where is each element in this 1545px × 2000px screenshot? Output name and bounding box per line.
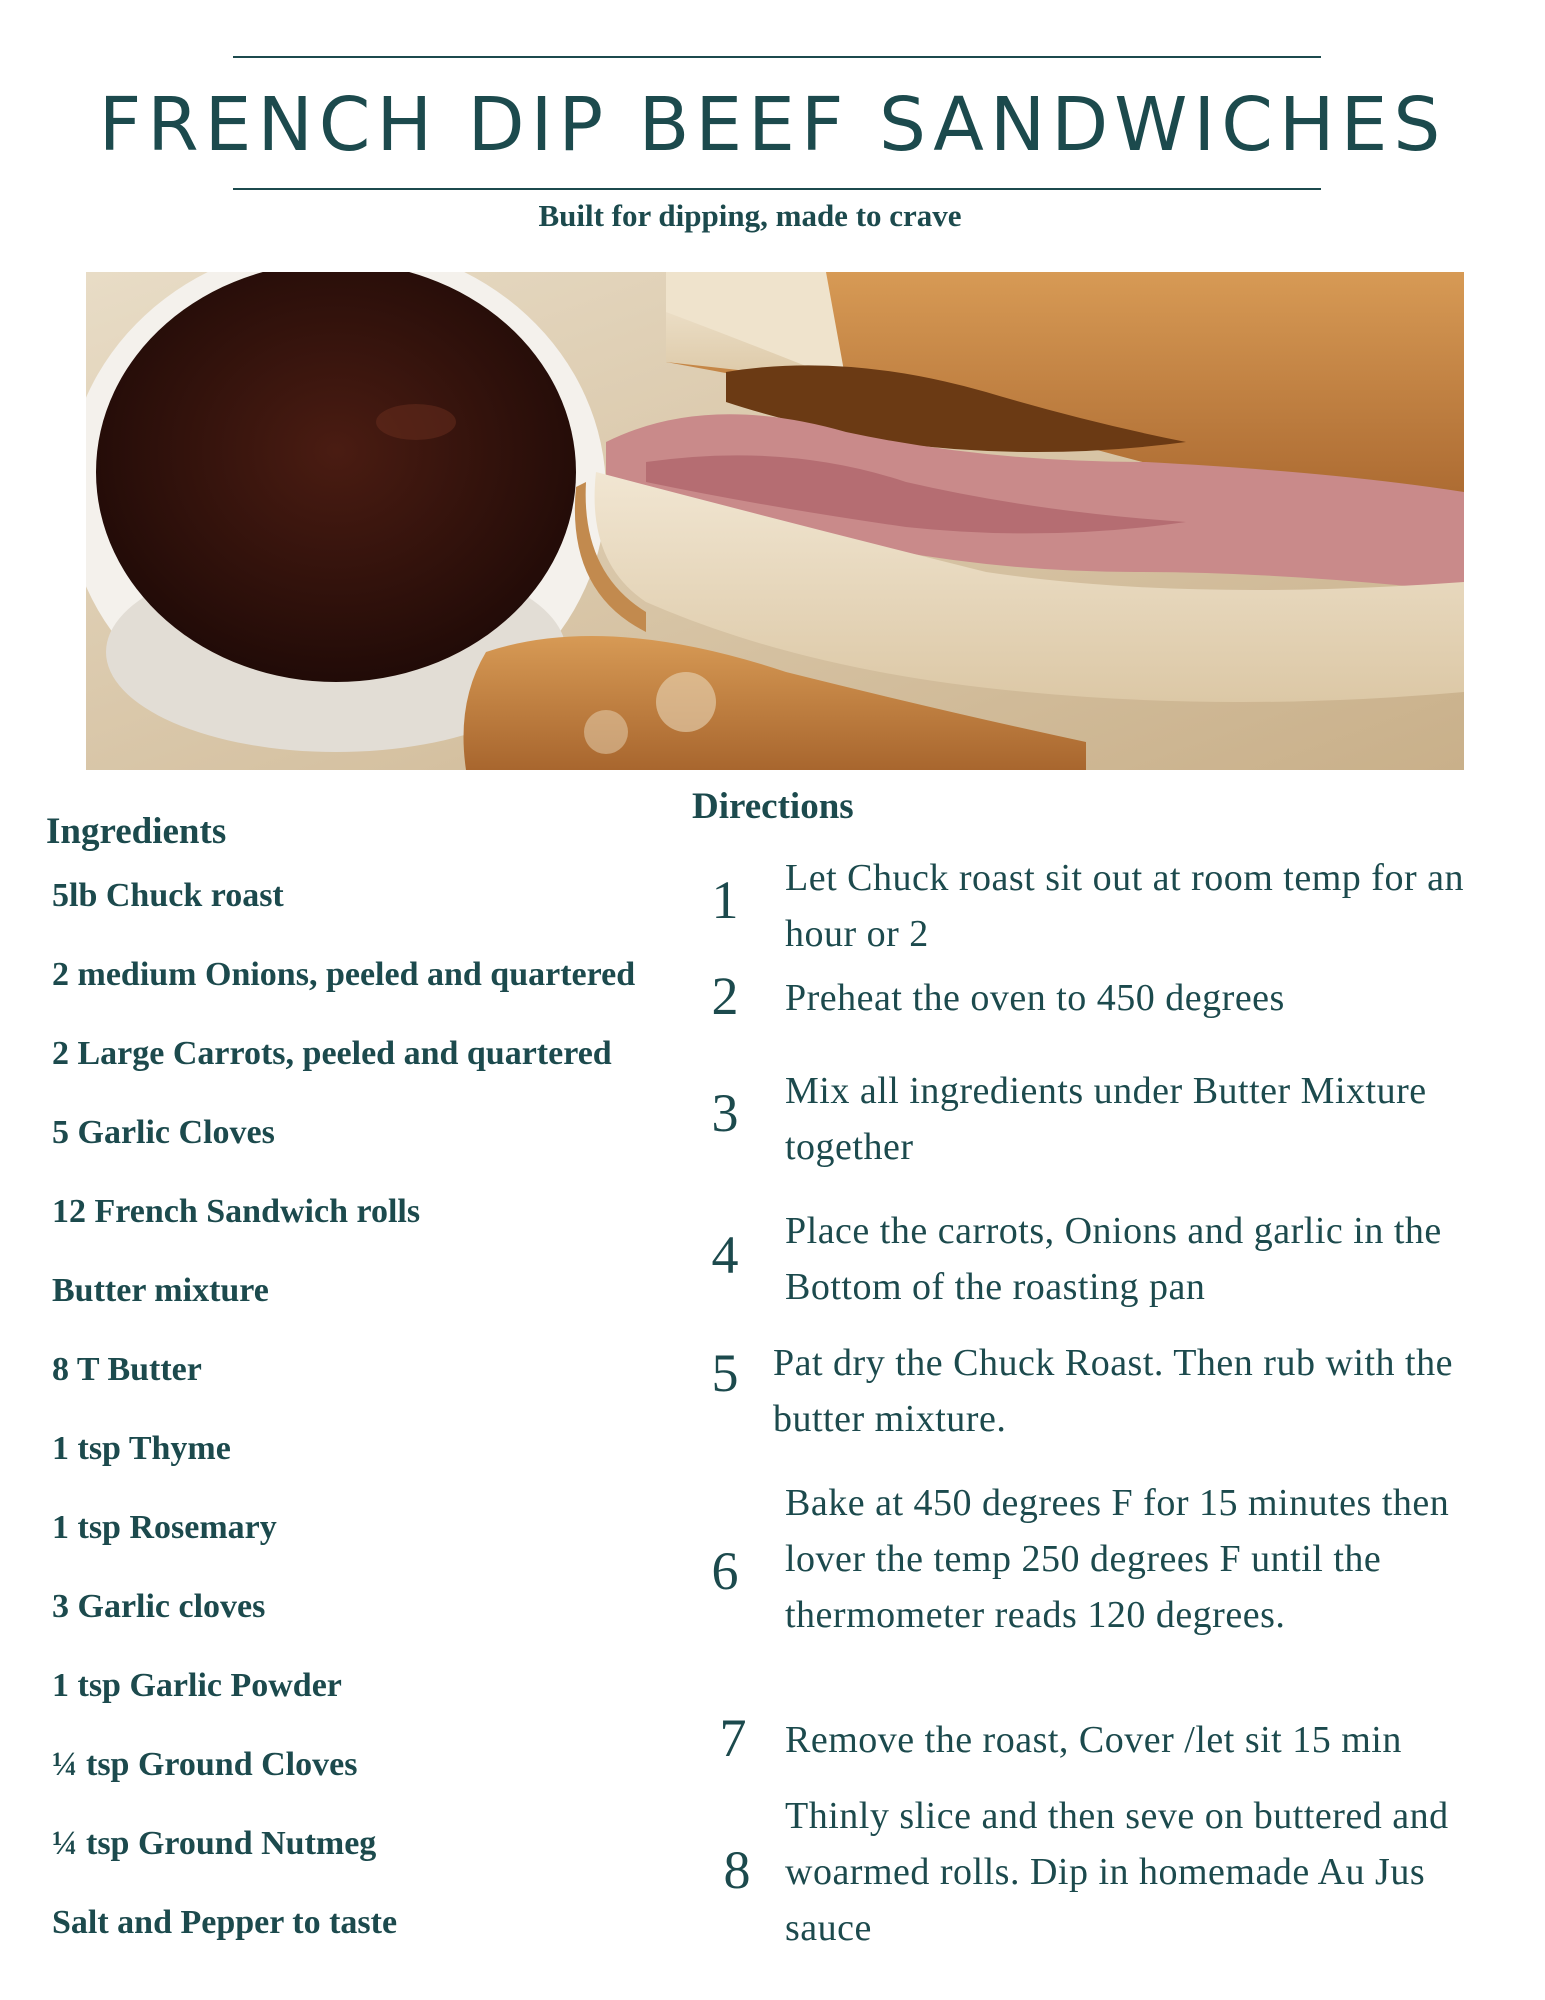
title-top-rule [233,56,1321,58]
page-title: FRENCH DIP BEEF SANDWICHES [98,82,1447,168]
step-number: 2 [711,966,739,1026]
list-item: ¼ tsp Ground Nutmeg [52,1825,377,1862]
sandwich-photo [86,272,1464,770]
step-text: Preheat the oven to 450 degrees [785,977,1285,1019]
step-text: Bake at 450 degrees F for 15 minutes then lover the temp 250 degrees F until the thermometer reads 120 degrees. [785,1482,1450,1636]
list-item: 1 tsp Thyme [52,1430,231,1467]
step-number: 4 [711,1225,739,1285]
list-item: 2 Large Carrots, peeled and quartered [52,1035,612,1072]
list-item: Butter mixture [52,1272,269,1309]
step-text: Remove the roast, Cover /let sit 15 min [785,1719,1402,1761]
list-item: 1 tsp Garlic Powder [52,1667,342,1704]
directions-heading: Directions [692,786,854,827]
list-item: 3 Garlic cloves [52,1588,266,1625]
step-number: 1 [711,870,739,930]
page-subtitle: Built for dipping, made to crave [538,198,962,233]
step-text: Pat dry the Chuck Roast. Then rub with the butter mixture. [773,1342,1453,1440]
step-number: 7 [719,1708,747,1768]
step-number: 8 [723,1840,751,1900]
step-number: 5 [711,1343,739,1403]
list-item: Salt and Pepper to taste [52,1904,398,1941]
sandwich-photo-icon [86,272,1464,770]
ingredients-heading: Ingredients [46,811,227,852]
step-number: 6 [711,1541,739,1601]
list-item: 8 T Butter [52,1351,202,1388]
list-item: 2 medium Onions, peeled and quartered [52,956,636,993]
step-text: Place the carrots, Onions and garlic in the Bottom of the roasting pan [785,1210,1442,1308]
list-item: 5lb Chuck roast [52,877,284,914]
step-text: Mix all ingredients under Butter Mixture together [785,1070,1427,1168]
ingredients-list [52,872,635,1978]
step-text: Thinly slice and then seve on buttered and woarmed rolls. Dip in homemade Au Jus sauce [785,1795,1449,1949]
step-number: 3 [711,1083,739,1143]
list-item: 12 French Sandwich rolls [52,1193,421,1230]
list-item: 5 Garlic Cloves [52,1114,275,1151]
list-item: 1 tsp Rosemary [52,1509,277,1546]
title-bottom-rule [233,188,1321,190]
list-item: ¼ tsp Ground Cloves [52,1746,358,1783]
step-text: Let Chuck roast sit out at room temp for an hour or 2 [785,857,1464,955]
